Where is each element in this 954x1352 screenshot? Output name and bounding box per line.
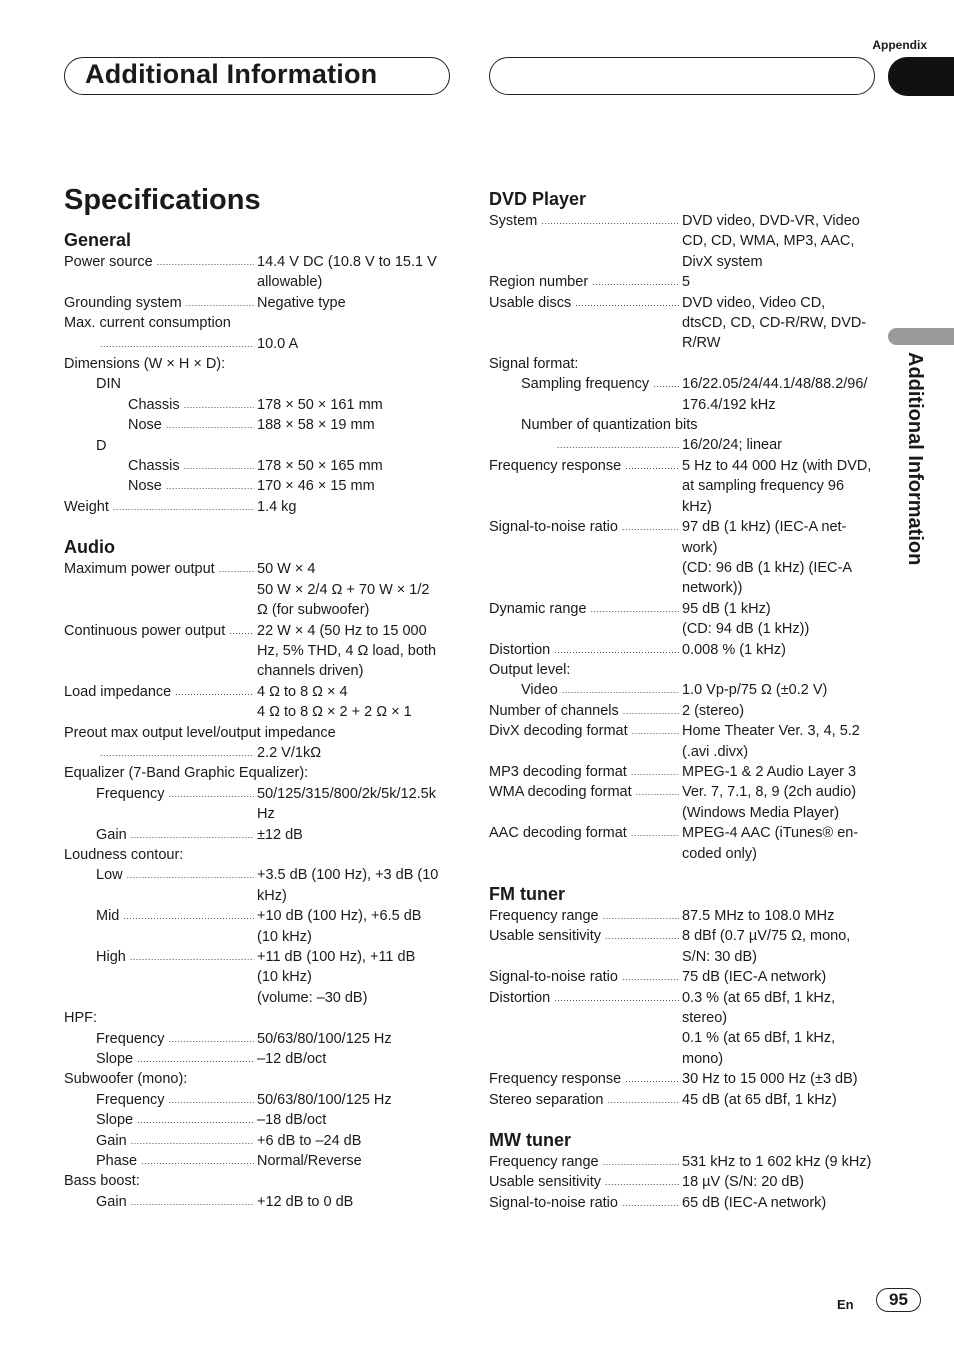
spec-label: Max. current consumption <box>64 315 231 332</box>
spec-label: Distortion <box>489 641 551 658</box>
leader-dots <box>130 947 254 967</box>
section-title: Additional Information <box>85 59 378 89</box>
leader-dots <box>575 293 679 313</box>
leader-dots <box>622 517 679 537</box>
spec-row <box>64 723 454 743</box>
spec-value: 2.2 V/1kΩ <box>257 744 322 761</box>
spec-value: 0.3 % (at 65 dBf, 1 kHz, stereo) 0.1 % (at 65 dBf, 1 kHz, mono) <box>682 989 836 1067</box>
spec-label: Dimensions (W × H × D): <box>64 356 226 373</box>
leader-dots <box>131 1192 254 1212</box>
spec-value: 16/22.05/24/44.1/48/88.2/96/ 176.4/192 kHz <box>682 376 868 413</box>
spec-row <box>489 721 879 762</box>
spec-row <box>489 456 879 517</box>
spec-row <box>489 1090 879 1110</box>
leader-dots <box>123 906 254 926</box>
spec-row <box>489 762 879 782</box>
spec-label: Signal-to-noise ratio <box>489 1194 618 1211</box>
spec-label: Signal-to-noise ratio <box>489 519 618 536</box>
spec-value: 50/63/80/100/125 Hz <box>257 1091 392 1108</box>
spec-value: –18 dB/oct <box>257 1112 327 1129</box>
spec-value: 45 dB (at 65 dBf, 1 kHz) <box>682 1091 837 1108</box>
spec-label: Dynamic range <box>489 600 587 617</box>
spec-value: 65 dB (IEC-A network) <box>682 1194 827 1211</box>
spec-label: DIN <box>96 376 121 393</box>
leader-dots <box>625 456 679 476</box>
spec-label: Mid <box>96 908 120 925</box>
leader-dots <box>127 865 254 885</box>
spec-label: Sampling frequency <box>521 376 650 393</box>
spec-row <box>64 865 454 906</box>
leader-dots <box>636 782 679 802</box>
leader-dots <box>166 415 254 435</box>
spec-row <box>64 1008 454 1028</box>
spec-label: System <box>489 213 538 229</box>
leader-dots <box>557 435 679 455</box>
spec-row <box>64 947 454 1008</box>
leader-dots <box>622 1193 679 1213</box>
spec-row <box>489 782 879 823</box>
section-heading: DVD Player <box>489 189 587 209</box>
spec-value: Normal/Reverse <box>257 1153 362 1170</box>
leader-dots <box>219 559 254 579</box>
spec-label: Frequency response <box>489 457 622 474</box>
leader-dots <box>169 1029 254 1049</box>
leader-dots <box>631 823 679 843</box>
spec-row <box>64 1069 454 1089</box>
spec-label: Phase <box>96 1153 138 1170</box>
right-spec-column <box>489 187 879 1213</box>
spec-row <box>489 680 879 700</box>
spec-row <box>64 293 454 313</box>
spec-label: D <box>96 437 107 454</box>
spec-value: 95 dB (1 kHz) (CD: 94 dB (1 kHz)) <box>682 600 810 638</box>
spec-value: MPEG-4 AAC (iTunes® en- coded only) <box>682 825 859 862</box>
spec-row <box>64 1192 454 1212</box>
spec-row <box>489 660 879 680</box>
spec-value: +12 dB to 0 dB <box>257 1193 354 1210</box>
spec-label: Frequency <box>96 1091 165 1108</box>
spec-label: Maximum power output <box>64 561 215 578</box>
spec-row <box>64 906 454 947</box>
spec-value: 22 W × 4 (50 Hz to 15 000 Hz, 5% THD, 4 Ω load, both channels driven) <box>257 622 437 680</box>
spec-row <box>489 272 879 292</box>
spec-label: Output level: <box>489 661 571 678</box>
leader-dots <box>603 1152 679 1172</box>
spec-label: WMA decoding format <box>489 784 632 801</box>
spec-value: 18 µV (S/N: 20 dB) <box>682 1174 804 1191</box>
spec-row <box>64 763 454 783</box>
spec-label: Low <box>96 867 123 884</box>
spec-label: Usable discs <box>489 294 572 311</box>
spec-label: High <box>96 949 126 965</box>
spec-value: –12 dB/oct <box>257 1051 327 1068</box>
leader-dots <box>100 334 254 354</box>
spec-row <box>489 640 879 660</box>
spec-value: 16/20/24; linear <box>682 437 782 454</box>
spec-row <box>64 1151 454 1171</box>
section-heading: General <box>64 230 132 250</box>
appendix-label: Appendix <box>872 38 927 52</box>
leader-dots <box>607 1090 679 1110</box>
spec-row <box>64 1110 454 1130</box>
leader-dots <box>622 967 679 987</box>
leader-dots <box>184 395 254 415</box>
leader-dots <box>632 721 679 741</box>
spec-label: Frequency <box>96 1030 165 1047</box>
spec-label: Gain <box>96 826 127 843</box>
spec-label: Slope <box>96 1112 134 1129</box>
leader-dots <box>605 1172 679 1192</box>
spec-row <box>489 374 879 415</box>
side-tab-marker <box>888 328 954 345</box>
spec-label: MP3 decoding format <box>489 763 627 780</box>
leader-dots <box>157 252 254 272</box>
section-title-box <box>64 57 450 95</box>
left-spec-column <box>64 228 454 1212</box>
spec-row <box>64 374 454 394</box>
leader-dots <box>653 374 679 394</box>
spec-label: Loudness contour: <box>64 846 184 863</box>
leader-dots <box>100 743 254 763</box>
spec-label: Number of channels <box>489 702 619 719</box>
spec-row <box>489 599 879 640</box>
spec-value: 2 (stereo) <box>682 702 745 719</box>
spec-label: Frequency response <box>489 1071 622 1088</box>
spec-row <box>489 517 879 599</box>
section-heading: MW tuner <box>489 1130 571 1151</box>
leader-dots <box>166 476 254 496</box>
spec-row <box>489 1172 879 1192</box>
spec-label: DivX decoding format <box>489 723 628 740</box>
leader-dots <box>184 456 254 476</box>
spec-row <box>489 1069 879 1089</box>
spec-label: Distortion <box>489 989 551 1006</box>
leader-dots <box>631 762 679 782</box>
spec-row <box>489 435 879 455</box>
spec-label: Gain <box>96 1132 127 1149</box>
spec-row <box>489 823 879 864</box>
spec-row <box>64 456 454 476</box>
spec-value: DVD video, Video CD, dtsCD, CD, CD-R/RW, DVD- R/RW <box>682 294 867 352</box>
spec-value: Negative type <box>257 294 346 311</box>
spec-label: Chassis <box>128 458 180 475</box>
spec-row <box>64 1131 454 1151</box>
spec-row <box>64 1090 454 1110</box>
spec-label: Gain <box>96 1193 127 1210</box>
spec-row <box>489 415 879 435</box>
spec-label: Frequency <box>96 785 165 802</box>
spec-value: 1.0 Vp-p/75 Ω (±0.2 V) <box>682 682 828 699</box>
leader-dots <box>131 1131 254 1151</box>
spec-row <box>489 1152 879 1172</box>
spec-label: Nose <box>128 478 162 495</box>
spec-value: Home Theater Ver. 3, 4, 5.2 (.avi .divx) <box>682 723 860 760</box>
section-heading: Audio <box>64 537 115 558</box>
spec-label: Subwoofer (mono): <box>64 1071 188 1088</box>
spec-row <box>64 313 454 333</box>
leader-dots <box>137 1049 254 1069</box>
spec-label: Frequency range <box>489 1154 599 1171</box>
spec-label: Stereo separation <box>489 1091 604 1108</box>
spec-value: 178 × 50 × 165 mm <box>257 458 383 475</box>
spec-value: +11 dB (100 Hz), +11 dB (10 kHz) (volume: –30 dB) <box>257 949 416 1006</box>
spec-label: Load impedance <box>64 683 172 700</box>
spec-row <box>64 497 454 517</box>
spec-row <box>489 967 879 987</box>
spec-row <box>64 1049 454 1069</box>
leader-dots <box>623 701 679 721</box>
spec-value: +10 dB (100 Hz), +6.5 dB (10 kHz) <box>257 908 422 945</box>
leader-dots <box>229 621 254 641</box>
spec-row <box>489 293 879 354</box>
spec-row <box>64 784 454 825</box>
spec-value: 50/125/315/800/2k/5k/12.5k Hz <box>257 785 436 823</box>
spec-label: Equalizer (7-Band Graphic Equalizer): <box>64 765 309 782</box>
empty-header-box <box>489 57 875 95</box>
page-number: 95 <box>876 1288 921 1312</box>
leader-dots <box>625 1069 679 1089</box>
spec-value: +3.5 dB (100 Hz), +3 dB (10 kHz) <box>257 867 439 904</box>
spec-row <box>64 621 454 682</box>
spec-label: Usable sensitivity <box>489 928 602 945</box>
spec-value: 5 Hz to 44 000 Hz (with DVD, at sampling frequency 96 kHz) <box>682 457 872 515</box>
spec-value: 5 <box>682 274 691 291</box>
spec-label: Grounding system <box>64 294 182 311</box>
spec-row <box>64 476 454 496</box>
spec-row <box>64 825 454 845</box>
spec-value: 178 × 50 × 161 mm <box>257 396 383 413</box>
spec-row <box>64 559 454 620</box>
spec-label: Continuous power output <box>64 622 226 639</box>
spec-row <box>64 395 454 415</box>
spec-row <box>64 743 454 763</box>
spec-value: +6 dB to –24 dB <box>257 1132 362 1149</box>
spec-value: MPEG-1 & 2 Audio Layer 3 <box>682 763 857 780</box>
spec-row <box>64 682 454 723</box>
leader-dots <box>605 926 679 946</box>
leader-dots <box>175 682 254 702</box>
leader-dots <box>131 825 254 845</box>
spec-label: Slope <box>96 1051 134 1068</box>
spec-label: Signal format: <box>489 355 579 372</box>
leader-dots <box>603 906 679 926</box>
spec-row <box>489 926 879 967</box>
spec-value: 50 W × 4 50 W × 2/4 Ω + 70 W × 1/2 Ω (for subwoofer) <box>257 561 430 619</box>
language-label: En <box>837 1297 854 1312</box>
spec-label: HPF: <box>64 1010 98 1027</box>
spec-row <box>64 1029 454 1049</box>
spec-label: Number of quantization bits <box>521 417 698 434</box>
leader-dots <box>554 988 679 1008</box>
spec-label: Usable sensitivity <box>489 1174 602 1191</box>
leader-dots <box>169 1090 254 1110</box>
spec-value: 50/63/80/100/125 Hz <box>257 1030 392 1047</box>
spec-value: 4 Ω to 8 Ω × 4 4 Ω to 8 Ω × 2 + 2 Ω × 1 <box>257 683 412 721</box>
spec-row <box>489 906 879 926</box>
spec-value: 75 dB (IEC-A network) <box>682 969 827 986</box>
spec-value: 30 Hz to 15 000 Hz (±3 dB) <box>682 1071 858 1088</box>
spec-label: AAC decoding format <box>489 825 627 842</box>
spec-value: 87.5 MHz to 108.0 MHz <box>682 908 835 924</box>
leader-dots <box>562 680 679 700</box>
spec-value: 1.4 kg <box>257 498 297 515</box>
leader-dots <box>137 1110 254 1130</box>
leader-dots <box>141 1151 254 1171</box>
leader-dots <box>591 599 679 619</box>
spec-row <box>489 988 879 1070</box>
spec-value: 14.4 V DC (10.8 V to 15.1 V allowable) <box>257 254 437 291</box>
spec-row <box>489 354 879 374</box>
spec-label: Preout max output level/output impedance <box>64 724 336 741</box>
spec-row <box>64 252 454 293</box>
spec-label: Video <box>521 682 558 699</box>
spec-value: 97 dB (1 kHz) (IEC-A net- work) (CD: 96 dB (1 kHz) (IEC-A network)) <box>682 519 852 597</box>
spec-value: 8 dBf (0.7 µV/75 Ω, mono, S/N: 30 dB) <box>682 928 851 965</box>
spec-value: 188 × 58 × 19 mm <box>257 417 375 434</box>
chapter-tab-marker <box>888 57 954 96</box>
spec-row <box>64 334 454 354</box>
leader-dots <box>169 784 254 804</box>
spec-row <box>64 845 454 865</box>
leader-dots <box>541 211 679 231</box>
spec-label: Chassis <box>128 396 180 413</box>
spec-value: DVD video, DVD-VR, Video CD, CD, WMA, MP3, AAC, DivX system <box>682 213 860 270</box>
spec-row <box>489 701 879 721</box>
leader-dots <box>113 497 254 517</box>
spec-row <box>64 1171 454 1191</box>
spec-label: Frequency range <box>489 908 599 924</box>
spec-label: Signal-to-noise ratio <box>489 969 618 986</box>
spec-row <box>64 415 454 435</box>
leader-dots <box>554 640 679 660</box>
spec-value: 10.0 A <box>257 335 299 352</box>
spec-label: Bass boost: <box>64 1173 140 1190</box>
spec-label: Power source <box>64 254 153 270</box>
section-heading: FM tuner <box>489 884 565 904</box>
spec-value: Ver. 7, 7.1, 8, 9 (2ch audio) (Windows Media Player) <box>682 784 857 821</box>
spec-row <box>489 211 879 272</box>
leader-dots <box>186 293 254 313</box>
page-title: Specifications <box>64 184 261 216</box>
side-section-label: Additional Information <box>904 352 926 566</box>
spec-row <box>64 436 454 456</box>
spec-value: 0.008 % (1 kHz) <box>682 641 786 658</box>
spec-row <box>64 354 454 374</box>
spec-row <box>489 1193 879 1213</box>
leader-dots <box>592 272 679 292</box>
spec-value: 531 kHz to 1 602 kHz (9 kHz) <box>682 1154 872 1171</box>
spec-value: ±12 dB <box>257 826 303 843</box>
spec-label: Region number <box>489 274 589 291</box>
spec-value: 170 × 46 × 15 mm <box>257 478 375 495</box>
spec-label: Weight <box>64 498 109 515</box>
spec-label: Nose <box>128 417 162 434</box>
